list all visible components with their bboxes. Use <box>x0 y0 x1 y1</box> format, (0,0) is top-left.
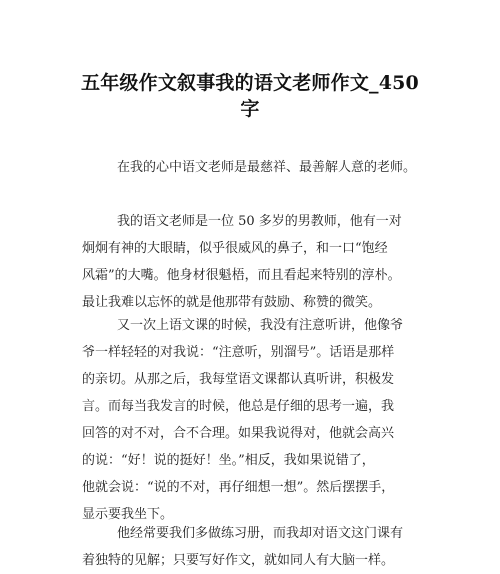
paragraph-2 <box>82 208 402 316</box>
title-line-2: 字 <box>240 98 260 120</box>
paragraph-3-line-4: 言。而每当我发言的时候，他总是仔细的思考一遍，我 <box>82 399 395 414</box>
paragraph-2-line-4: 最让我难以忘怀的就是他那带有鼓励、称赞的微笑。 <box>82 295 382 310</box>
paragraph-3 <box>82 312 404 528</box>
paragraph-3-line-2: 爷一样轻轻的对我说：“注意听，别溜号”。话语是那样 <box>82 345 395 360</box>
paragraph-3-line-8: 显示要我坐下。 <box>82 507 174 522</box>
paragraph-3-line-7: 他就会说：“说的不对，再仔细想一想”。然后摆摆手， <box>82 480 395 495</box>
paragraph-2-line-3: 风霜”的大嘴。他身材很魁梧，而且看起来特别的淳朴。 <box>82 268 401 283</box>
paragraph-3-line-5: 回答的对不对，合不合理。如果我说得对，他就会高兴 <box>82 426 395 441</box>
paragraph-1-line: 在我的心中语文老师是最慈祥、最善解人意的老师。 <box>117 160 417 175</box>
paragraph-3-line-1: 又一次上语文课的时候，我没有注意听讲，他像爷 <box>117 318 404 333</box>
paragraph-3-line-6: 的说：“好！说的挺好！坐。”相反，我如果说错了， <box>82 453 375 468</box>
paragraph-4-line-2: 着独特的见解；只要写好作文，就如同人有大脑一样。 <box>82 553 395 568</box>
paragraph-3-line-3: 的亲切。从那之后，我每堂语文课都认真听讲，积极发 <box>82 372 395 387</box>
paragraph-2-line-1: 我的语文老师是一位 50 多岁的男教师，他有一对 <box>117 214 402 229</box>
paragraph-1 <box>117 154 417 181</box>
paragraph-2-line-2: 炯炯有神的大眼睛，似乎很威风的鼻子，和一口“饱经 <box>82 241 388 256</box>
title-line-1: 五年级作文叙事我的语文老师作文_450 <box>81 72 419 94</box>
document-title <box>60 70 440 122</box>
paragraph-4-line-1: 他经常要我们多做练习册，而我却对语文这门课有 <box>117 526 404 541</box>
